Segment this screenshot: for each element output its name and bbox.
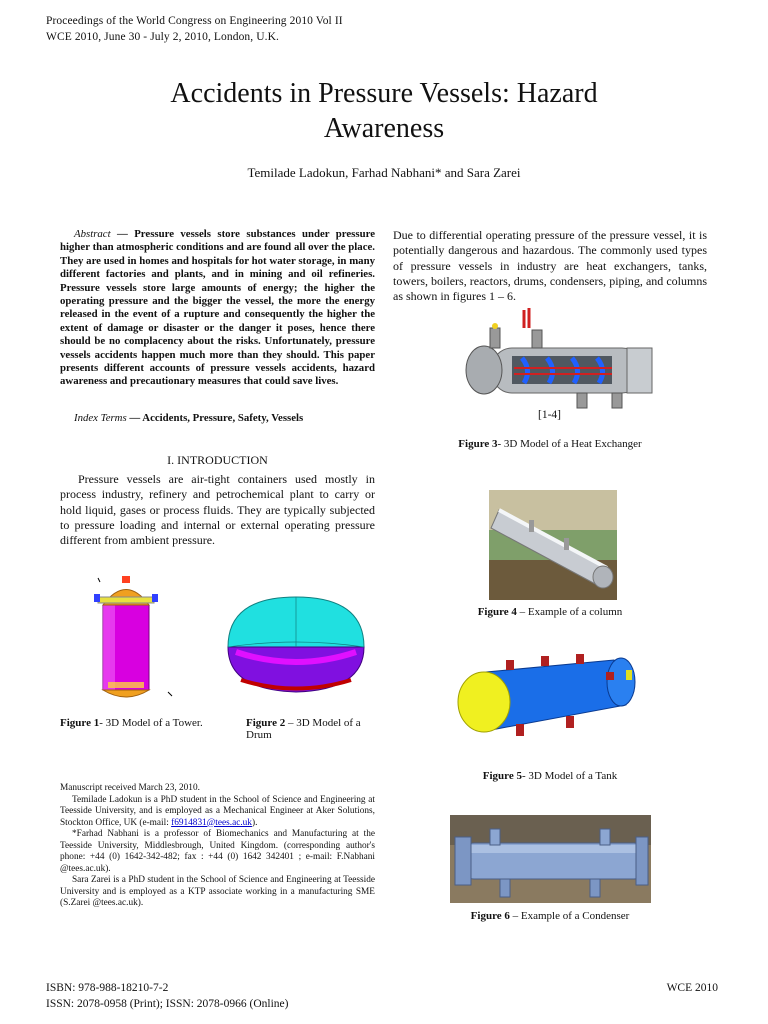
figure-6-label: Figure 6 bbox=[470, 910, 510, 922]
figure-6-caption bbox=[393, 910, 707, 922]
abstract-text: — Pressure vessels store substances under pressure higher than atmospheric conditions and are found all over the place. They are used in homes and hospitals for hot water storage, in many different factories and plants, and in mining and oil refineries. Pressure vessels store large amounts of energy; the higher the operating pressure and the bigger the vessel, the more the energy released in the event of a rupture and consequently the higher the extent of damage or disaster or the danger it poses, hence there should be no complacency about the risks. Unfortunately, pressure vessels accidents happen much more than they should. This paper presents different accounts of pressure vessels accidents, hazard awareness and precautionary measures that could save lives. bbox=[60, 228, 375, 388]
paper-title bbox=[0, 76, 768, 146]
header-line-1: Proceedings of the World Congress on Engineering 2010 Vol II bbox=[46, 15, 343, 27]
footer-left bbox=[46, 980, 288, 1012]
figure-4-caption bbox=[393, 606, 707, 618]
title-line-2: Awareness bbox=[323, 113, 445, 144]
footer-right: WCE 2010 bbox=[666, 982, 718, 994]
footnote-author-2 bbox=[60, 829, 375, 875]
authors: Temilade Ladokun, Farhad Nabhani* and Sara Zarei bbox=[247, 165, 521, 180]
email-link[interactable]: f6914831@tees.ac.uk bbox=[171, 817, 252, 828]
index-terms bbox=[60, 412, 375, 424]
figure-2-label: Figure 2 bbox=[246, 717, 286, 729]
footnote-author-1-end: ). bbox=[251, 817, 258, 828]
abstract-label: Abstract bbox=[74, 228, 111, 240]
footnote bbox=[60, 783, 375, 910]
figure-5-image bbox=[456, 650, 638, 745]
abstract bbox=[60, 228, 375, 389]
figure-6-text: – Example of a Condenser bbox=[509, 910, 630, 922]
figure-5-text: - 3D Model of a Tank bbox=[521, 770, 618, 782]
footer-isbn: ISBN: 978-988-18210-7-2 bbox=[46, 982, 169, 994]
figure-4-image bbox=[489, 490, 617, 600]
figure-4-text: – Example of a column bbox=[516, 606, 623, 618]
footnote-author-1-text: Temilade Ladokun is a PhD student in the School of Science and Engineering at Teesside University, and is employed as a Mechanical Engineer at Aker Solutions, Stockton Office, UK (e-mail: bbox=[60, 794, 375, 828]
figure-3-label: Figure 3 bbox=[458, 438, 498, 450]
right-column-paragraph: Due to differential operating pressure of the pressure vessel, it is potentially dangerous and hazardous. The commonly used types of pressure vessels in industry are heat exchangers, tanks, towers, boilers, reactors, drums, condensers, piping, and columns as shown in figures 1 – 6. bbox=[393, 228, 707, 304]
footer-issn: ISSN: 2078-0958 (Print); ISSN: 2078-0966 (Online) bbox=[46, 998, 289, 1010]
figure-2-text: – 3D Model of a Drum bbox=[246, 717, 361, 741]
figure-3-image bbox=[462, 308, 662, 413]
footnote-author-3 bbox=[60, 875, 375, 910]
index-terms-label: Index Terms bbox=[74, 412, 127, 424]
header-line-2: WCE 2010, June 30 - July 2, 2010, London, U.K. bbox=[46, 31, 279, 43]
figure-2-image bbox=[226, 592, 376, 697]
title-line-1: Accidents in Pressure Vessels: Hazard bbox=[170, 78, 598, 109]
introduction-paragraph bbox=[60, 472, 375, 548]
introduction-text: Pressure vessels are air-tight containers used mostly in process industry, refinery and petrochemical plant to carry or hold liquid, gases or process fluids. They are typically subjected to pressure loading and internal or external operating pressure different from ambient pressure. bbox=[60, 472, 375, 548]
footnote-received: Manuscript received March 23, 2010. bbox=[60, 783, 200, 793]
figure-5-caption bbox=[393, 770, 707, 782]
section-heading-introduction: I. INTRODUCTION bbox=[167, 453, 268, 467]
figure-4-label: Figure 4 bbox=[477, 606, 517, 618]
figure-1-caption bbox=[60, 717, 255, 729]
footnote-author-2-text: *Farhad Nabhani is a professor of Biomechanics and Manufacturing at the Teesside University, Middlesbrough, United Kingdom. (corresponding author's phone: +44 (0) 1642-342-482; fax : +44 (0) 1642 342401 ; e-mail: F.Nabhani @tees.ac.uk). bbox=[60, 829, 375, 874]
footnote-author-3-text: Sara Zarei is a PhD student in the School of Science and Engineering at Teesside University and is employed as a KTP associate working in a manufacturing SME (S.Zarei @tees.ac.uk). bbox=[60, 875, 375, 908]
figure-6-image bbox=[450, 815, 651, 903]
figure-2-caption bbox=[246, 717, 381, 741]
figure-1-image bbox=[88, 572, 178, 702]
figure-3-reference: [1-4] bbox=[538, 409, 561, 421]
figure-1-text: - 3D Model of a Tower. bbox=[99, 717, 203, 729]
figure-1-label: Figure 1 bbox=[60, 717, 100, 729]
footnote-author-1 bbox=[60, 795, 375, 830]
proceedings-header bbox=[46, 13, 343, 45]
index-terms-text: — Accidents, Pressure, Safety, Vessels bbox=[126, 412, 304, 424]
figure-5-label: Figure 5 bbox=[482, 770, 522, 782]
figure-3-caption bbox=[393, 438, 707, 450]
figure-3-text: - 3D Model of a Heat Exchanger bbox=[497, 438, 642, 450]
